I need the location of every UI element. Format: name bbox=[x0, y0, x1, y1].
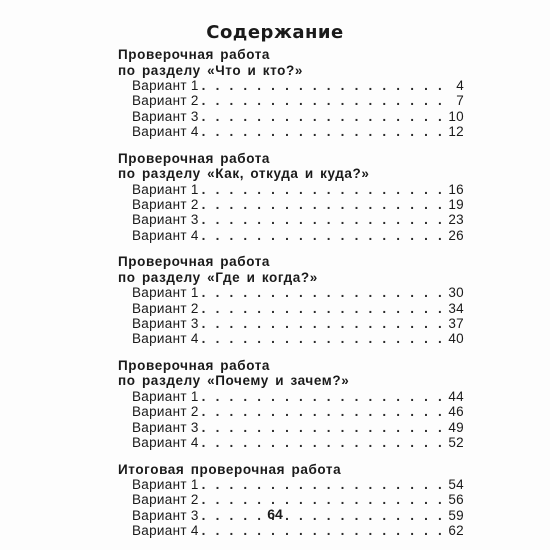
toc-section bbox=[118, 47, 464, 140]
entry-page-number: 49 bbox=[448, 419, 464, 435]
dot-leader bbox=[202, 523, 445, 538]
entry-page-number: 62 bbox=[448, 523, 464, 539]
dot-leader bbox=[202, 435, 445, 450]
section-heading-line: Итоговая проверочная работа bbox=[118, 461, 342, 477]
toc-entry[interactable] bbox=[118, 212, 464, 227]
entry-label: Вариант 2 bbox=[132, 93, 199, 109]
entry-label: Вариант 4 bbox=[132, 523, 199, 539]
dot-leader bbox=[202, 197, 445, 212]
dot-leader bbox=[202, 301, 445, 316]
entry-page-number: 44 bbox=[448, 388, 464, 404]
entry-page-number: 52 bbox=[448, 435, 464, 451]
entry-label: Вариант 4 bbox=[132, 227, 199, 243]
dot-leader bbox=[202, 93, 445, 108]
toc-entry[interactable] bbox=[118, 316, 464, 331]
toc-entry[interactable] bbox=[118, 331, 464, 346]
entry-label: Вариант 4 bbox=[132, 331, 199, 347]
entry-page-number: 12 bbox=[448, 124, 464, 140]
dot-leader bbox=[202, 389, 445, 404]
toc-entry[interactable] bbox=[118, 285, 464, 300]
section-heading-line: по разделу «Где и когда?» bbox=[118, 269, 318, 285]
page-number: 64 bbox=[267, 506, 283, 522]
dot-leader bbox=[202, 109, 445, 124]
toc-entry[interactable] bbox=[118, 301, 464, 316]
dot-leader bbox=[202, 212, 445, 227]
entry-label: Вариант 1 bbox=[132, 78, 199, 93]
entry-page-number: 7 bbox=[456, 93, 464, 109]
toc-entry[interactable] bbox=[118, 197, 464, 212]
entry-page-number: 30 bbox=[448, 285, 464, 301]
section-heading-line: по разделу «Что и кто?» bbox=[118, 62, 303, 78]
section-heading-line: Проверочная работа bbox=[118, 150, 271, 166]
entry-label: Вариант 3 bbox=[132, 108, 199, 124]
dot-leader bbox=[202, 316, 445, 331]
dot-leader bbox=[202, 420, 445, 435]
dot-leader bbox=[202, 477, 445, 492]
entry-label: Вариант 3 bbox=[132, 316, 199, 332]
entry-label: Вариант 2 bbox=[132, 404, 199, 420]
entry-page-number: 56 bbox=[448, 492, 464, 508]
dot-leader bbox=[202, 182, 445, 197]
entry-page-number: 23 bbox=[448, 212, 464, 228]
toc-entry[interactable] bbox=[118, 78, 464, 93]
entry-label: Вариант 1 bbox=[132, 477, 199, 492]
toc-entry[interactable] bbox=[118, 389, 464, 404]
toc-section bbox=[118, 254, 464, 347]
entry-page-number: 46 bbox=[448, 404, 464, 420]
entry-label: Вариант 2 bbox=[132, 300, 199, 316]
entry-label: Вариант 2 bbox=[132, 197, 199, 213]
entry-page-number: 34 bbox=[448, 300, 464, 316]
entry-label: Вариант 3 bbox=[132, 212, 199, 228]
toc-entry[interactable] bbox=[118, 477, 464, 492]
toc-section bbox=[118, 151, 464, 244]
entry-page-number: 10 bbox=[448, 108, 464, 124]
entry-page-number: 40 bbox=[448, 331, 464, 347]
toc-section bbox=[118, 462, 464, 539]
toc-section bbox=[118, 358, 464, 451]
entry-page-number: 19 bbox=[448, 197, 464, 213]
section-heading-line: по разделу «Почему и зачем?» bbox=[118, 373, 350, 389]
toc-entry[interactable] bbox=[118, 124, 464, 139]
toc-entry[interactable] bbox=[118, 93, 464, 108]
section-heading-line: Проверочная работа bbox=[118, 254, 271, 270]
entry-page-number: 16 bbox=[448, 181, 464, 197]
toc-entry[interactable] bbox=[118, 182, 464, 197]
entry-page-number: 26 bbox=[448, 227, 464, 243]
dot-leader bbox=[202, 331, 445, 346]
dot-leader bbox=[202, 228, 445, 243]
entry-label: Вариант 4 bbox=[132, 435, 199, 451]
toc-entry[interactable] bbox=[118, 435, 464, 450]
entry-page-number: 4 bbox=[456, 78, 464, 93]
entry-page-number: 54 bbox=[448, 477, 464, 492]
toc-entry[interactable] bbox=[118, 404, 464, 419]
section-heading-line: по разделу «Как, откуда и куда?» bbox=[118, 166, 370, 182]
page-title: Содержание bbox=[206, 22, 344, 43]
toc-entry[interactable] bbox=[118, 109, 464, 124]
entry-label: Вариант 1 bbox=[132, 181, 199, 197]
toc-entry[interactable] bbox=[118, 228, 464, 243]
entry-label: Вариант 2 bbox=[132, 492, 199, 508]
section-heading-line: Проверочная работа bbox=[118, 47, 271, 62]
entry-page-number: 59 bbox=[448, 507, 464, 523]
dot-leader bbox=[202, 404, 445, 419]
toc-entry[interactable] bbox=[118, 523, 464, 538]
dot-leader bbox=[202, 285, 445, 300]
entry-label: Вариант 3 bbox=[132, 507, 199, 523]
dot-leader bbox=[202, 78, 445, 93]
entry-label: Вариант 1 bbox=[132, 285, 199, 301]
toc-entry[interactable] bbox=[118, 420, 464, 435]
entry-label: Вариант 4 bbox=[132, 124, 199, 140]
entry-label: Вариант 3 bbox=[132, 419, 199, 435]
entry-page-number: 37 bbox=[448, 316, 464, 332]
entry-label: Вариант 1 bbox=[132, 388, 199, 404]
dot-leader bbox=[202, 124, 445, 139]
section-heading-line: Проверочная работа bbox=[118, 357, 271, 373]
table-of-contents bbox=[118, 47, 464, 550]
